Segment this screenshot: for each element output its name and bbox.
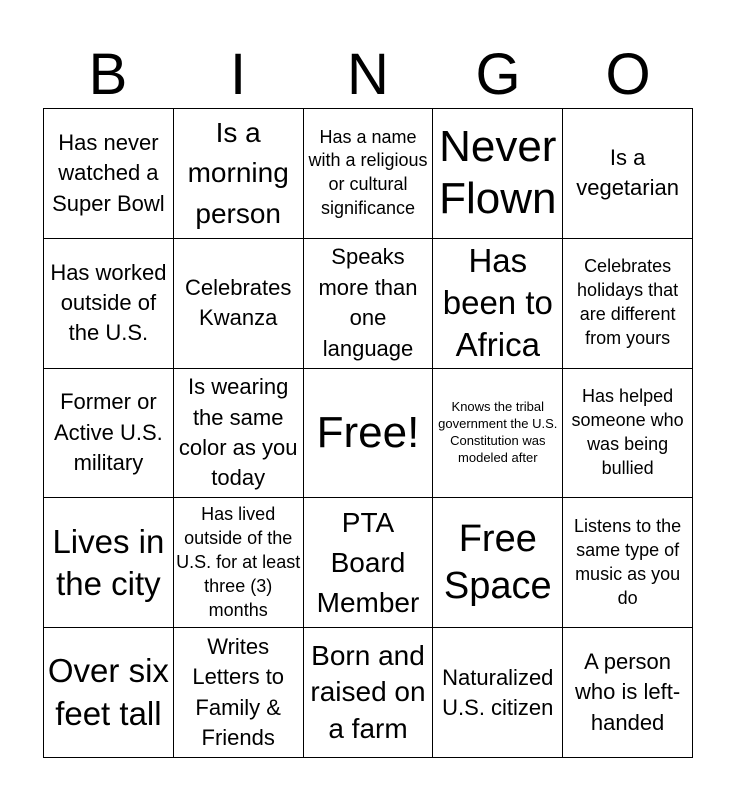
- bingo-cell[interactable]: [433, 628, 563, 758]
- bingo-cell[interactable]: [174, 109, 304, 239]
- bingo-cell[interactable]: [174, 239, 304, 369]
- bingo-cell[interactable]: [174, 369, 304, 499]
- cell-text: Celebrates Kwanza: [185, 274, 292, 331]
- header-letter-b: B: [88, 42, 128, 107]
- bingo-cell[interactable]: [304, 109, 434, 239]
- cell-text: Over six feet tall: [47, 652, 169, 732]
- bingo-cell[interactable]: [563, 498, 693, 628]
- cell-text: Has a name with a religious or cultural significance: [308, 126, 428, 219]
- cell-text: Knows the tribal government the U.S. Constitution was modeled after: [438, 399, 558, 465]
- bingo-cell[interactable]: [563, 239, 693, 369]
- cell-text: Has been to Africa: [442, 241, 553, 364]
- cell-text: Is a vegetarian: [576, 145, 679, 201]
- bingo-cell[interactable]: [563, 109, 693, 239]
- cell-text: Has lived outside of the U.S. for at least three (3) months: [176, 503, 301, 620]
- cell-text: Is a morning person: [187, 116, 289, 229]
- bingo-cell[interactable]: [433, 498, 563, 628]
- cell-text: Is wearing the same color as you today: [178, 374, 298, 491]
- bingo-cell[interactable]: [433, 369, 563, 499]
- cell-text: Speaks more than one language: [318, 244, 418, 361]
- cell-text: Writes Letters to Family & Friends: [192, 633, 285, 750]
- header-letter-n: N: [347, 42, 389, 107]
- cell-text: Former or Active U.S. military: [53, 389, 163, 476]
- bingo-cell[interactable]: [433, 109, 563, 239]
- bingo-board: [43, 108, 693, 758]
- bingo-cell[interactable]: [304, 628, 434, 758]
- cell-text: Never Flown: [439, 121, 557, 224]
- header-letter-i: I: [229, 42, 247, 107]
- cell-text: Free!: [316, 407, 420, 457]
- cell-text: PTA Board Member: [316, 507, 420, 618]
- cell-text: Listens to the same type of music as you do: [574, 515, 682, 608]
- bingo-cell[interactable]: [304, 239, 434, 369]
- cell-text: Born and raised on a farm: [310, 640, 426, 744]
- cell-text: Free Space: [443, 517, 552, 607]
- cell-text: Lives in the city: [52, 522, 165, 602]
- cell-text: Has never watched a Super Bowl: [52, 129, 165, 216]
- bingo-cell[interactable]: [44, 498, 174, 628]
- bingo-cell[interactable]: [44, 239, 174, 369]
- bingo-cell[interactable]: [433, 239, 563, 369]
- cell-text: Has worked outside of the U.S.: [50, 259, 167, 346]
- bingo-cell[interactable]: [44, 628, 174, 758]
- cell-text: A person who is left-handed: [575, 649, 681, 735]
- bingo-cell[interactable]: [174, 628, 304, 758]
- bingo-cell[interactable]: [563, 628, 693, 758]
- cell-text: Has helped someone who was being bullied: [571, 386, 684, 478]
- bingo-cell[interactable]: [304, 498, 434, 628]
- bingo-cell[interactable]: [563, 369, 693, 499]
- bingo-cell[interactable]: [174, 498, 304, 628]
- bingo-cell[interactable]: [44, 369, 174, 499]
- header-letter-o: O: [605, 42, 651, 107]
- header-letter-g: G: [475, 42, 521, 107]
- bingo-cell[interactable]: [304, 369, 434, 499]
- bingo-header: [43, 42, 693, 108]
- cell-text: Celebrates holidays that are different from yours: [577, 256, 679, 349]
- bingo-cell[interactable]: [44, 109, 174, 239]
- cell-text: Naturalized U.S. citizen: [442, 664, 554, 720]
